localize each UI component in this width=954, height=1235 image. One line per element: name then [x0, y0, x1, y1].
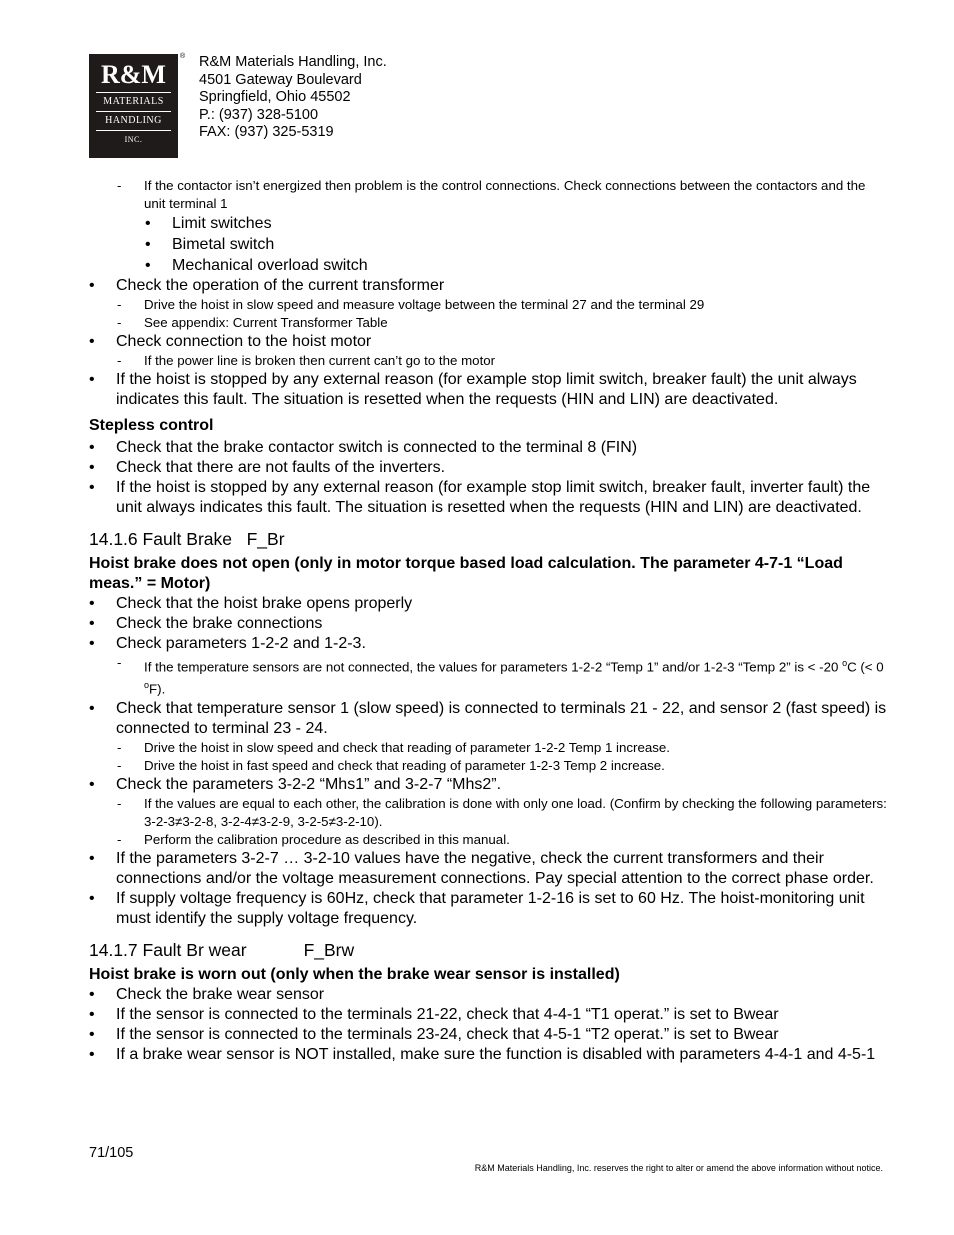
section-number-title: 14.1.6 Fault Brake — [89, 529, 232, 549]
sub-bullet-item: • Limit switches — [89, 213, 889, 234]
footer-notice: R&M Materials Handling, Inc. reserves the right to alter or amend the above information without notice. — [474, 1163, 883, 1173]
dash-item: - Drive the hoist in fast speed and check that reading of parameter 1-2-3 Temp 2 increase. — [89, 757, 889, 775]
address-line: R&M Materials Handling, Inc. — [199, 54, 387, 70]
address-line: 4501 Gateway Boulevard — [199, 71, 362, 88]
address-line: P.: (937) 328-5100 — [199, 106, 319, 123]
bullet-item: • If the hoist is stopped by any external reason (for example stop limit switch, breaker fault) the unit always indicates this fault. The situation is resetted when the requests (HIN and LIN) are deactivated. — [89, 370, 889, 410]
bullet-item: • Check the brake connections — [89, 614, 889, 634]
bullet-item: • Check that temperature sensor 1 (slow speed) is connected to terminals 21 - 22, and sensor 2 (fast speed) is connected to terminal 23 - 24. — [89, 699, 889, 739]
bullet-item: • If a brake wear sensor is NOT installed, make sure the function is disabled with parameters 4-4-1 and 4-5-1 — [89, 1045, 889, 1065]
section-title — [89, 528, 889, 550]
logo-handling: HANDLING — [105, 115, 162, 126]
registered-mark: ® — [180, 53, 186, 60]
address-line: FAX: (937) 325-5319 — [199, 124, 334, 140]
bullet-item: • If supply voltage frequency is 60Hz, check that parameter 1-2-16 is set to 60 Hz. The hoist-monitoring unit must identify the supply voltage frequency. — [89, 889, 889, 929]
dash-item: - See appendix: Current Transformer Table — [89, 314, 889, 332]
logo-rm: R&M — [101, 60, 166, 89]
company-address — [199, 54, 387, 142]
logo-rule — [96, 111, 171, 112]
page-number: 71/105 — [89, 1145, 134, 1161]
bullet-item: • If the hoist is stopped by any external reason (for example stop limit switch, breaker fault, inverter fault) the unit always indicates this fault. The situation is resetted when the requests (HIN and LIN) are deactivated. — [89, 478, 889, 518]
section-title — [89, 939, 889, 961]
dash-item: - Drive the hoist in slow speed and measure voltage between the terminal 27 and the terminal 29 — [89, 296, 889, 314]
document-body — [89, 177, 889, 1065]
logo-rule — [96, 130, 171, 131]
sub-bullet-item: • Mechanical overload switch — [89, 255, 889, 276]
degree-mark: o — [842, 658, 848, 668]
fault-code: F_Br — [246, 529, 285, 549]
dash-item — [89, 654, 889, 699]
dash-item: - If the values are equal to each other, the calibration is done with only one load. (Confirm by checking the following parameters: 3-2-3≠3-2-8, 3-2-4≠3-2-9, 3-2-5≠3-2-10). — [89, 795, 889, 831]
section-heading: Hoist brake is worn out (only when the brake wear sensor is installed) — [89, 965, 620, 983]
bullet-item: • Check that the hoist brake opens properly — [89, 594, 889, 614]
logo-rule — [96, 92, 171, 93]
section-heading: Hoist brake does not open (only in motor torque based load calculation. The parameter 4-7-1 “Load meas.” = Motor) — [89, 555, 843, 592]
bullet-item: • Check that the brake contactor switch is connected to the terminal 8 (FIN) — [89, 438, 889, 458]
dash-item: - If the contactor isn’t energized then problem is the control connections. Check connections between the contactors and the unit terminal 1 — [89, 177, 889, 213]
dash-item: - Drive the hoist in slow speed and check that reading of parameter 1-2-2 Temp 1 increase. — [89, 739, 889, 757]
dash-item: - Perform the calibration procedure as described in this manual. — [89, 831, 889, 849]
section-heading: Stepless control — [89, 417, 214, 434]
section-number-title: 14.1.7 Fault Br wear — [89, 939, 247, 960]
bullet-item: • Check connection to the hoist motor — [89, 332, 889, 352]
bullet-item: • If the sensor is connected to the terminals 23-24, check that 4-5-1 “T2 operat.” is set to Bwear — [89, 1025, 889, 1045]
dash-text: C (< 0 — [847, 659, 884, 675]
bullet-item: • Check that there are not faults of the inverters. — [89, 458, 889, 478]
degree-mark: o — [144, 680, 150, 691]
dash-text: F). — [149, 681, 166, 697]
company-logo — [89, 54, 178, 158]
fault-code: F_Brw — [303, 939, 355, 960]
dash-item: - If the power line is broken then current can’t go to the motor — [89, 352, 889, 370]
address-line: Springfield, Ohio 45502 — [199, 89, 351, 105]
bullet-item: • Check the parameters 3-2-2 “Mhs1” and 3-2-7 “Mhs2”. — [89, 775, 889, 795]
bullet-item: • Check the operation of the current transformer — [89, 276, 889, 296]
dash-text: If the temperature sensors are not connected, the values for parameters 1-2-2 “Temp 1” and/or 1-2-3 “Temp 2” is < -20 — [144, 659, 843, 675]
bullet-item: • Check parameters 1-2-2 and 1-2-3. — [89, 634, 889, 654]
bullet-item: • Check the brake wear sensor — [89, 985, 889, 1005]
sub-bullet-item: • Bimetal switch — [89, 234, 889, 255]
logo-inc: INC. — [124, 135, 143, 144]
logo-materials: MATERIALS — [103, 96, 164, 107]
bullet-item: • If the sensor is connected to the terminals 21-22, check that 4-4-1 “T1 operat.” is set to Bwear — [89, 1005, 889, 1025]
bullet-item: • If the parameters 3-2-7 … 3-2-10 values have the negative, check the current transformers and their connections and/or the voltage measurement connections. Pay special attention to the correct phase order. — [89, 849, 889, 889]
